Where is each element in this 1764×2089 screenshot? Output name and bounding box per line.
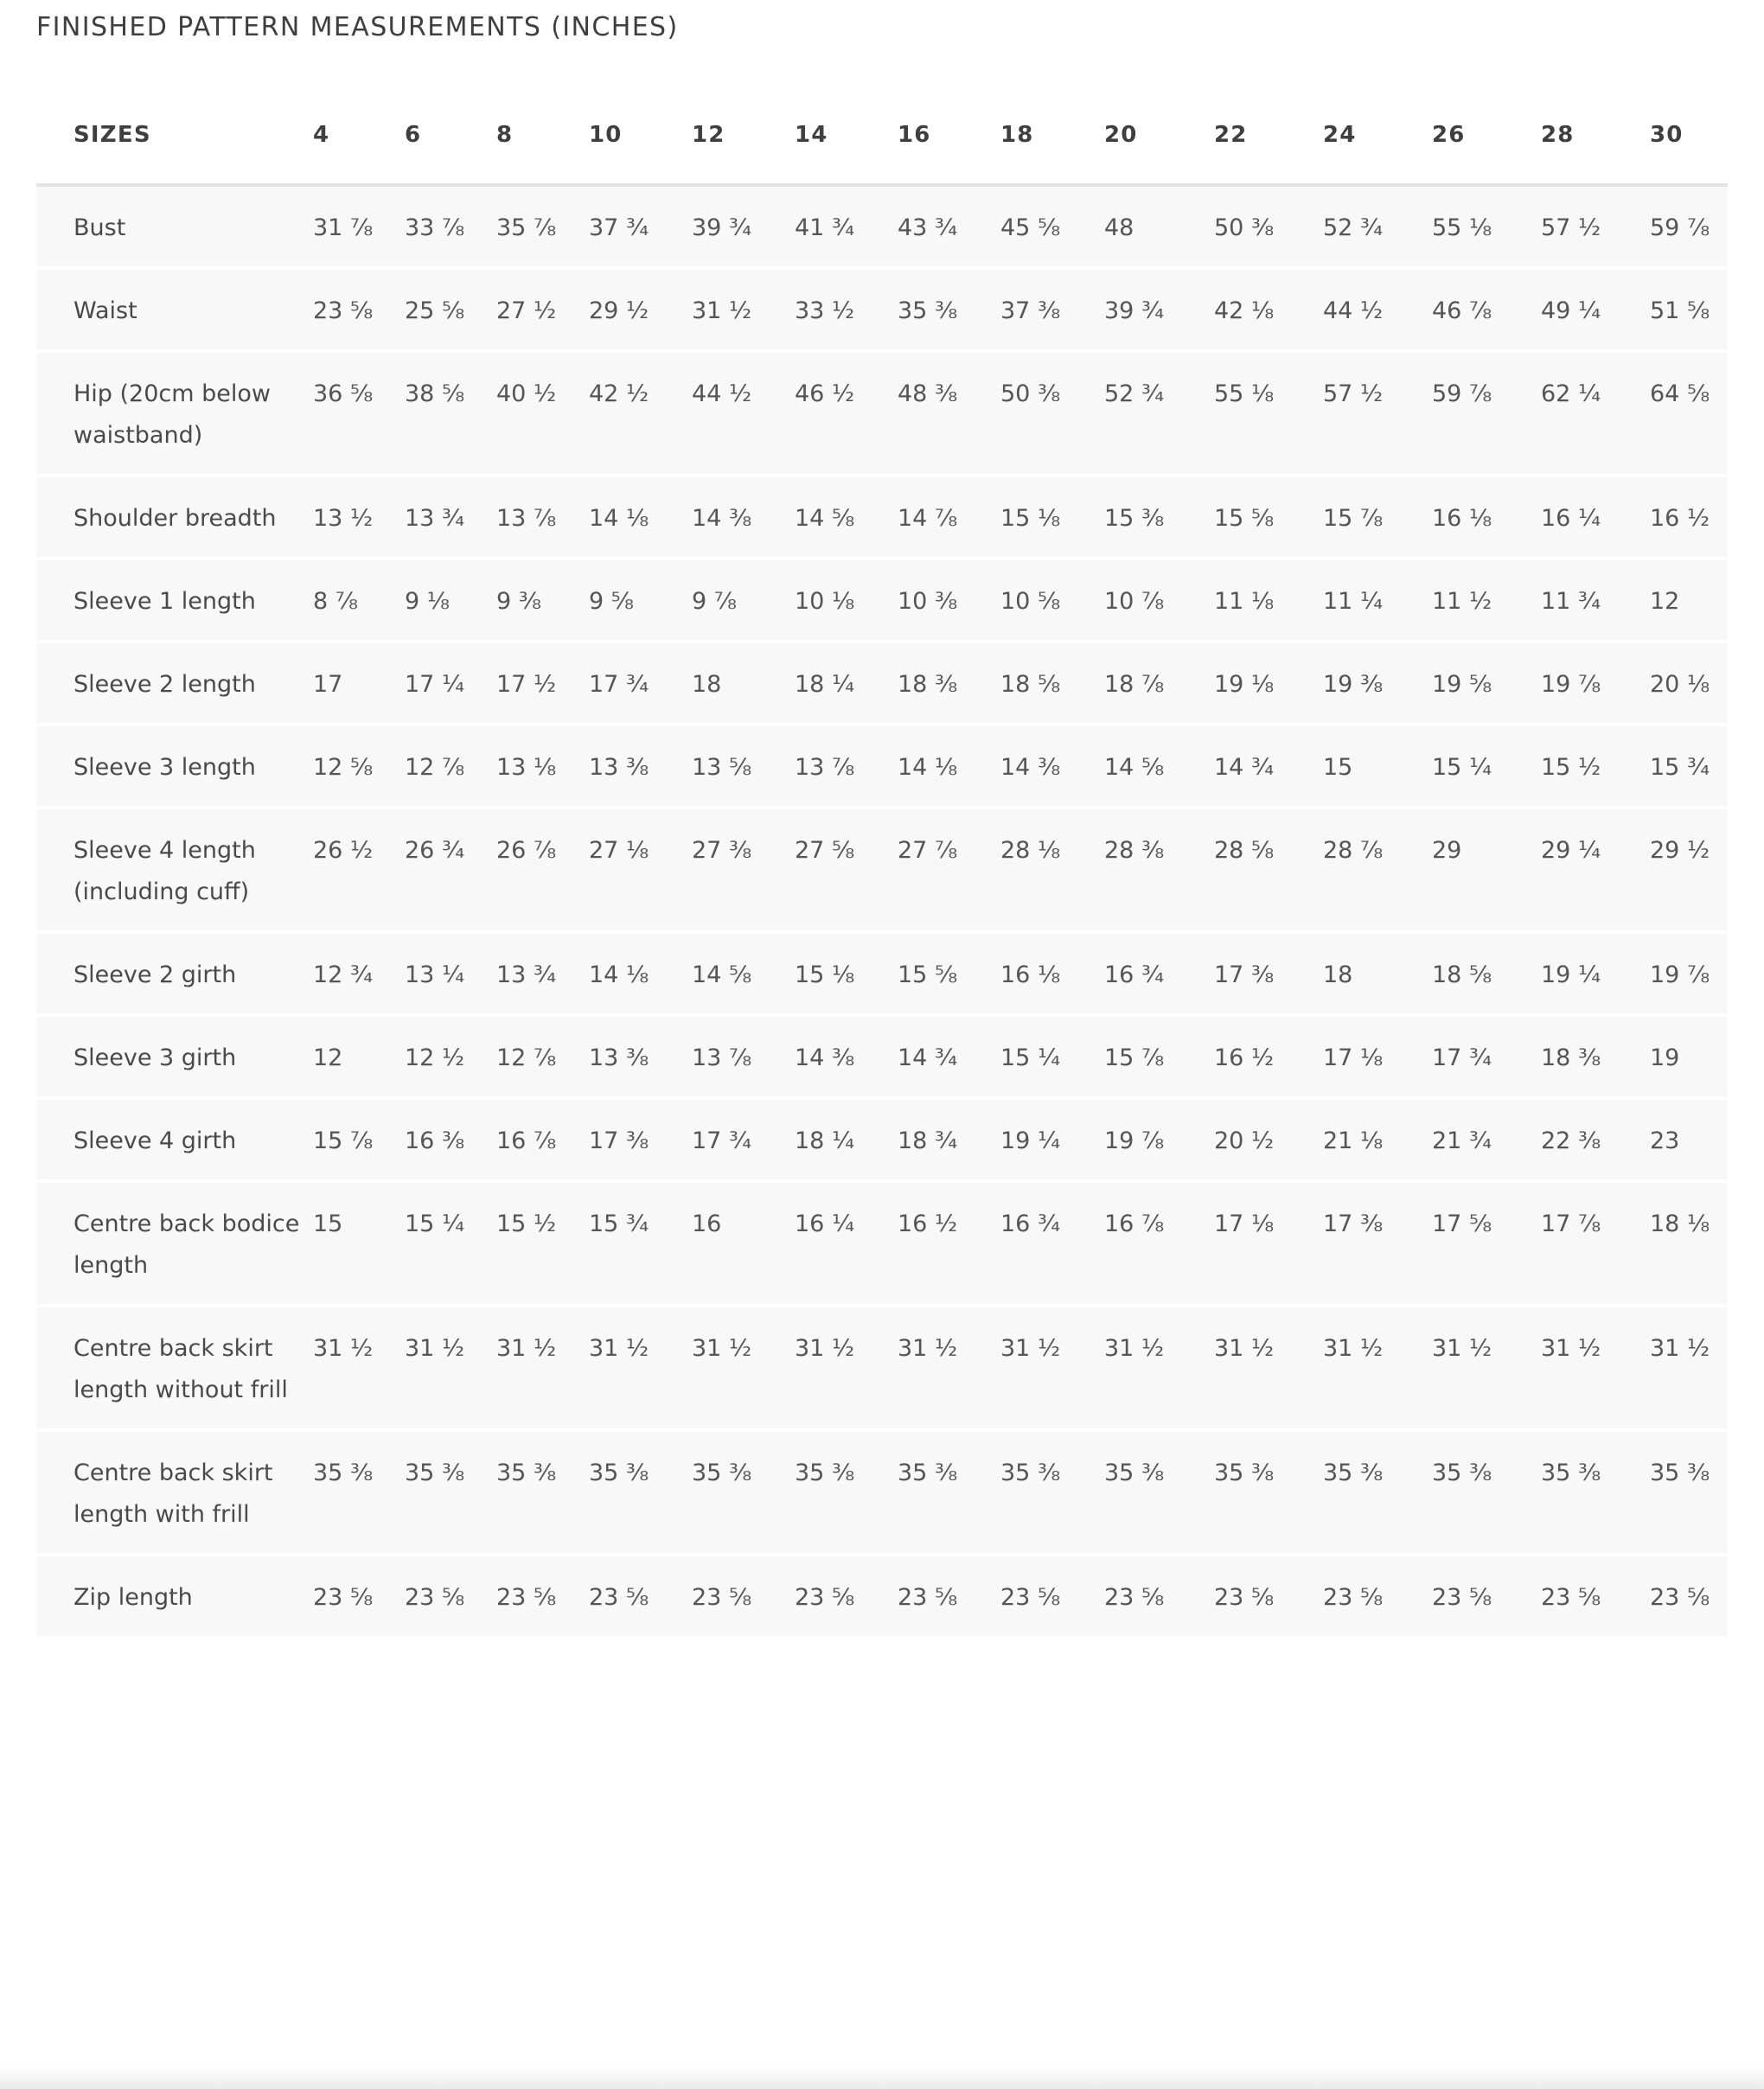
measurement-cell: 51 ⅝ bbox=[1650, 297, 1710, 324]
measurement-cell: 48 bbox=[1104, 214, 1134, 241]
measurement-cell: 17 ½ bbox=[496, 671, 557, 698]
measurement-cell: 15 ¼ bbox=[1000, 1044, 1061, 1071]
measurement-cell: 35 ⅜ bbox=[1000, 1460, 1061, 1486]
measurement-cell: 23 ⅝ bbox=[1000, 1584, 1061, 1611]
measurement-cell: 31 ½ bbox=[795, 1335, 855, 1362]
row-label: Centre back bodice length bbox=[74, 1211, 300, 1279]
measurement-cell: 35 ⅜ bbox=[1104, 1460, 1165, 1486]
measurement-cell: 23 ⅝ bbox=[1650, 1584, 1710, 1611]
measurement-cell: 16 ½ bbox=[1650, 505, 1710, 532]
measurement-cell: 19 bbox=[1650, 1044, 1680, 1071]
measurement-cell: 64 ⅝ bbox=[1650, 380, 1710, 407]
measurement-cell: 59 ⅞ bbox=[1432, 380, 1492, 407]
measurement-cell: 35 ⅞ bbox=[496, 214, 557, 241]
measurement-cell: 42 ½ bbox=[589, 380, 649, 407]
row-label: Hip (20cm below waistband) bbox=[74, 380, 271, 449]
measurement-cell: 27 ⅞ bbox=[898, 837, 958, 864]
table-body bbox=[36, 185, 1728, 1636]
measurement-cell: 14 ⅛ bbox=[898, 754, 958, 781]
measurement-cell: 13 ⅜ bbox=[589, 1044, 649, 1071]
measurement-cell: 12 ⅞ bbox=[496, 1044, 557, 1071]
measurement-cell: 15 ⅝ bbox=[898, 961, 958, 988]
measurement-cell: 15 bbox=[313, 1211, 343, 1237]
measurement-cell: 27 ⅝ bbox=[795, 837, 855, 864]
measurement-cell: 14 ⅝ bbox=[692, 961, 752, 988]
measurement-cell: 62 ¼ bbox=[1541, 380, 1601, 407]
measurement-cell: 35 ⅜ bbox=[1650, 1460, 1710, 1486]
measurement-cell: 14 ⅛ bbox=[589, 961, 649, 988]
measurement-cell: 25 ⅝ bbox=[405, 297, 465, 324]
measurement-cell: 15 ⅞ bbox=[313, 1128, 374, 1154]
measurement-cell: 11 ½ bbox=[1432, 588, 1492, 615]
measurement-cell: 31 ½ bbox=[1104, 1335, 1165, 1362]
measurement-cell: 13 ⅞ bbox=[692, 1044, 752, 1071]
size-header-cell: 16 bbox=[898, 86, 1000, 185]
measurement-cell: 23 ⅝ bbox=[795, 1584, 855, 1611]
measurement-cell: 26 ⅞ bbox=[496, 837, 557, 864]
measurement-cell: 13 ⅜ bbox=[589, 754, 649, 781]
measurement-cell: 17 ⅜ bbox=[589, 1128, 649, 1154]
measurement-cell: 8 ⅞ bbox=[313, 588, 358, 615]
row-label: Sleeve 4 length (including cuff) bbox=[74, 837, 256, 905]
measurement-cell: 17 ⅜ bbox=[1323, 1211, 1384, 1237]
measurement-cell: 14 ⅜ bbox=[795, 1044, 855, 1071]
measurement-cell: 40 ½ bbox=[496, 380, 557, 407]
measurement-cell: 15 ⅝ bbox=[1214, 505, 1275, 532]
measurement-cell: 28 ⅛ bbox=[1000, 837, 1061, 864]
measurement-cell: 49 ¼ bbox=[1541, 297, 1601, 324]
measurement-cell: 42 ⅛ bbox=[1214, 297, 1275, 324]
row-label: Waist bbox=[74, 297, 137, 324]
measurement-cell: 29 ¼ bbox=[1541, 837, 1601, 864]
row-label: Bust bbox=[74, 214, 126, 241]
table-row bbox=[36, 268, 1728, 351]
row-label: Sleeve 2 girth bbox=[74, 961, 237, 988]
size-header-cell: 26 bbox=[1432, 86, 1541, 185]
measurement-cell: 12 bbox=[1650, 588, 1680, 615]
measurement-cell: 18 ¼ bbox=[795, 1128, 855, 1154]
measurement-cell: 9 ⅝ bbox=[589, 588, 634, 615]
measurement-cell: 14 ¾ bbox=[1214, 754, 1275, 781]
measurement-cell: 31 ½ bbox=[898, 1335, 958, 1362]
measurement-cell: 12 ½ bbox=[405, 1044, 465, 1071]
measurement-cell: 35 ⅜ bbox=[1323, 1460, 1384, 1486]
size-header-cell: 8 bbox=[496, 86, 589, 185]
table-header-row bbox=[36, 86, 1728, 185]
measurement-cell: 43 ¾ bbox=[898, 214, 958, 241]
measurement-cell: 18 ¼ bbox=[795, 671, 855, 698]
measurement-cell: 57 ½ bbox=[1323, 380, 1384, 407]
measurement-cell: 23 ⅝ bbox=[589, 1584, 649, 1611]
measurement-cell: 18 ¾ bbox=[898, 1128, 958, 1154]
measurement-cell: 18 bbox=[1323, 961, 1353, 988]
measurement-cell: 35 ⅜ bbox=[405, 1460, 465, 1486]
measurement-cell: 35 ⅜ bbox=[795, 1460, 855, 1486]
measurement-cell: 31 ½ bbox=[692, 1335, 752, 1362]
measurement-cell: 15 ¼ bbox=[405, 1211, 465, 1237]
page-bottom-fade bbox=[0, 2065, 1764, 2089]
measurement-cell: 23 ⅝ bbox=[313, 1584, 374, 1611]
measurement-cell: 16 ½ bbox=[1214, 1044, 1275, 1071]
measurement-cell: 15 ⅛ bbox=[795, 961, 855, 988]
measurement-cell: 13 ¾ bbox=[496, 961, 557, 988]
measurement-cell: 45 ⅝ bbox=[1000, 214, 1061, 241]
measurement-cell: 19 ⅛ bbox=[1214, 671, 1275, 698]
table-row bbox=[36, 185, 1728, 268]
measurement-cell: 14 ⅜ bbox=[1000, 754, 1061, 781]
row-label: Sleeve 1 length bbox=[74, 588, 256, 615]
measurement-cell: 31 ½ bbox=[1323, 1335, 1384, 1362]
measurement-cell: 15 ¼ bbox=[1432, 754, 1492, 781]
measurement-cell: 19 ⅞ bbox=[1104, 1128, 1165, 1154]
measurement-cell: 17 ⅞ bbox=[1541, 1211, 1601, 1237]
measurement-cell: 31 ½ bbox=[1432, 1335, 1492, 1362]
measurement-cell: 31 ½ bbox=[1214, 1335, 1275, 1362]
measurement-cell: 16 ⅜ bbox=[405, 1128, 465, 1154]
measurement-cell: 31 ½ bbox=[496, 1335, 557, 1362]
table-row bbox=[36, 1098, 1728, 1181]
table-row bbox=[36, 559, 1728, 642]
measurement-cell: 12 ⅝ bbox=[313, 754, 374, 781]
size-header-cell: 30 bbox=[1650, 86, 1728, 185]
measurement-cell: 15 ½ bbox=[496, 1211, 557, 1237]
measurement-cell: 16 ⅞ bbox=[496, 1128, 557, 1154]
measurement-cell: 23 bbox=[1650, 1128, 1680, 1154]
measurement-cell: 16 ⅛ bbox=[1000, 961, 1061, 988]
measurement-cell: 19 ⅞ bbox=[1541, 671, 1601, 698]
measurement-cell: 13 ¼ bbox=[405, 961, 465, 988]
measurement-cell: 23 ⅝ bbox=[496, 1584, 557, 1611]
measurement-cell: 28 ⅜ bbox=[1104, 837, 1165, 864]
measurement-cell: 17 ¼ bbox=[405, 671, 465, 698]
measurement-cell: 55 ⅛ bbox=[1214, 380, 1275, 407]
table-row bbox=[36, 932, 1728, 1015]
measurement-cell: 44 ½ bbox=[1323, 297, 1384, 324]
measurement-cell: 35 ⅜ bbox=[1541, 1460, 1601, 1486]
measurement-cell: 18 ⅞ bbox=[1104, 671, 1165, 698]
size-header-cell: 28 bbox=[1541, 86, 1650, 185]
measurement-cell: 29 ½ bbox=[1650, 837, 1710, 864]
measurement-cell: 31 ½ bbox=[405, 1335, 465, 1362]
measurement-cell: 23 ⅝ bbox=[898, 1584, 958, 1611]
measurement-cell: 17 ¾ bbox=[692, 1128, 752, 1154]
row-label: Sleeve 4 girth bbox=[74, 1128, 237, 1154]
measurement-cell: 31 ½ bbox=[692, 297, 752, 324]
measurement-cell: 23 ⅝ bbox=[1214, 1584, 1275, 1611]
measurement-cell: 41 ¾ bbox=[795, 214, 855, 241]
measurement-cell: 31 ½ bbox=[1650, 1335, 1710, 1362]
measurement-cell: 31 ½ bbox=[589, 1335, 649, 1362]
measurement-cell: 16 ¼ bbox=[795, 1211, 855, 1237]
measurement-cell: 14 ⅝ bbox=[795, 505, 855, 532]
measurement-cell: 17 ⅝ bbox=[1432, 1211, 1492, 1237]
measurement-cell: 10 ⅞ bbox=[1104, 588, 1165, 615]
measurement-cell: 16 ¾ bbox=[1104, 961, 1165, 988]
measurement-cell: 13 ½ bbox=[313, 505, 374, 532]
measurement-cell: 26 ½ bbox=[313, 837, 374, 864]
measurement-cell: 59 ⅞ bbox=[1650, 214, 1710, 241]
measurement-cell: 15 ½ bbox=[1541, 754, 1601, 781]
measurement-cell: 15 ⅛ bbox=[1000, 505, 1061, 532]
size-header-cell: 18 bbox=[1000, 86, 1104, 185]
measurements-table bbox=[36, 86, 1728, 1636]
measurement-cell: 17 ⅛ bbox=[1323, 1044, 1384, 1071]
table-row bbox=[36, 1015, 1728, 1098]
measurement-cell: 10 ⅜ bbox=[898, 588, 958, 615]
measurement-cell: 11 ⅛ bbox=[1214, 588, 1275, 615]
measurement-cell: 15 bbox=[1323, 754, 1353, 781]
measurement-cell: 16 ⅛ bbox=[1432, 505, 1492, 532]
measurement-cell: 13 ⅝ bbox=[692, 754, 752, 781]
measurement-cell: 18 ⅝ bbox=[1000, 671, 1061, 698]
table-row bbox=[36, 476, 1728, 559]
table-row bbox=[36, 1306, 1728, 1430]
measurement-cell: 39 ¾ bbox=[1104, 297, 1165, 324]
measurement-cell: 27 ⅛ bbox=[589, 837, 649, 864]
measurement-cell: 23 ⅝ bbox=[1541, 1584, 1601, 1611]
size-header-cell: 12 bbox=[692, 86, 795, 185]
measurement-cell: 13 ⅞ bbox=[795, 754, 855, 781]
measurement-cell: 37 ⅜ bbox=[1000, 297, 1061, 324]
measurement-cell: 35 ⅜ bbox=[692, 1460, 752, 1486]
row-label: Sleeve 3 length bbox=[74, 754, 256, 781]
measurement-cell: 52 ¾ bbox=[1104, 380, 1165, 407]
measurement-cell: 19 ⅝ bbox=[1432, 671, 1492, 698]
table-row bbox=[36, 1181, 1728, 1306]
measurement-cell: 48 ⅜ bbox=[898, 380, 958, 407]
measurement-cell: 35 ⅜ bbox=[898, 297, 958, 324]
measurement-cell: 35 ⅜ bbox=[898, 1460, 958, 1486]
measurement-cell: 44 ½ bbox=[692, 380, 752, 407]
measurement-cell: 13 ⅛ bbox=[496, 754, 557, 781]
measurement-cell: 18 ⅜ bbox=[898, 671, 958, 698]
size-header-cell: 20 bbox=[1104, 86, 1214, 185]
measurement-cell: 17 ⅜ bbox=[1214, 961, 1275, 988]
measurement-cell: 46 ½ bbox=[795, 380, 855, 407]
measurement-cell: 35 ⅜ bbox=[313, 1460, 374, 1486]
measurement-cell: 16 ½ bbox=[898, 1211, 958, 1237]
measurement-cell: 18 ⅛ bbox=[1650, 1211, 1710, 1237]
measurement-cell: 16 ¼ bbox=[1541, 505, 1601, 532]
measurement-cell: 27 ½ bbox=[496, 297, 557, 324]
measurement-cell: 19 ⅜ bbox=[1323, 671, 1384, 698]
measurement-cell: 17 ⅛ bbox=[1214, 1211, 1275, 1237]
measurement-cell: 16 ⅞ bbox=[1104, 1211, 1165, 1237]
measurement-cell: 55 ⅛ bbox=[1432, 214, 1492, 241]
size-header-cell: 22 bbox=[1214, 86, 1323, 185]
measurement-cell: 14 ⅝ bbox=[1104, 754, 1165, 781]
measurement-cell: 18 bbox=[692, 671, 722, 698]
measurement-cell: 29 bbox=[1432, 837, 1462, 864]
measurement-cell: 23 ⅝ bbox=[405, 1584, 465, 1611]
measurement-cell: 23 ⅝ bbox=[1432, 1584, 1492, 1611]
measurement-cell: 23 ⅝ bbox=[1323, 1584, 1384, 1611]
measurement-cell: 15 ⅞ bbox=[1104, 1044, 1165, 1071]
measurement-cell: 50 ⅜ bbox=[1000, 380, 1061, 407]
measurement-cell: 10 ⅝ bbox=[1000, 588, 1061, 615]
measurement-cell: 33 ⅞ bbox=[405, 214, 465, 241]
measurement-cell: 31 ½ bbox=[1000, 1335, 1061, 1362]
measurement-cell: 21 ¾ bbox=[1432, 1128, 1492, 1154]
measurement-cell: 15 ¾ bbox=[589, 1211, 649, 1237]
measurement-cell: 36 ⅝ bbox=[313, 380, 374, 407]
measurement-cell: 38 ⅝ bbox=[405, 380, 465, 407]
measurement-cell: 21 ⅛ bbox=[1323, 1128, 1384, 1154]
measurement-cell: 18 ⅝ bbox=[1432, 961, 1492, 988]
measurement-cell: 14 ⅜ bbox=[692, 505, 752, 532]
measurement-cell: 22 ⅜ bbox=[1541, 1128, 1601, 1154]
measurement-cell: 12 ⅞ bbox=[405, 754, 465, 781]
measurement-cell: 14 ⅛ bbox=[589, 505, 649, 532]
measurement-cell: 16 bbox=[692, 1211, 722, 1237]
table-row bbox=[36, 1430, 1728, 1555]
measurement-cell: 12 bbox=[313, 1044, 343, 1071]
measurement-cell: 9 ⅛ bbox=[405, 588, 450, 615]
measurement-cell: 9 ⅜ bbox=[496, 588, 541, 615]
measurement-cell: 46 ⅞ bbox=[1432, 297, 1492, 324]
table-row bbox=[36, 1555, 1728, 1636]
measurement-cell: 19 ¼ bbox=[1000, 1128, 1061, 1154]
measurement-cell: 14 ⅞ bbox=[898, 505, 958, 532]
row-label: Centre back skirt length without frill bbox=[74, 1335, 288, 1403]
measurement-cell: 35 ⅜ bbox=[1214, 1460, 1275, 1486]
measurement-cell: 14 ¾ bbox=[898, 1044, 958, 1071]
measurement-cell: 26 ¾ bbox=[405, 837, 465, 864]
measurement-cell: 31 ½ bbox=[313, 1335, 374, 1362]
measurement-cell: 28 ⅞ bbox=[1323, 837, 1384, 864]
measurement-cell: 17 bbox=[313, 671, 343, 698]
measurement-cell: 18 ⅜ bbox=[1541, 1044, 1601, 1071]
size-header-cell: 14 bbox=[795, 86, 898, 185]
measurement-cell: 20 ½ bbox=[1214, 1128, 1275, 1154]
measurement-cell: 15 ⅜ bbox=[1104, 505, 1165, 532]
measurement-cell: 35 ⅜ bbox=[589, 1460, 649, 1486]
size-header-cell: 10 bbox=[589, 86, 692, 185]
row-label: Centre back skirt length with frill bbox=[74, 1460, 273, 1528]
measurement-cell: 50 ⅜ bbox=[1214, 214, 1275, 241]
page-title: FINISHED PATTERN MEASUREMENTS (INCHES) bbox=[36, 12, 679, 42]
row-label: Shoulder breadth bbox=[74, 505, 277, 532]
measurement-cell: 23 ⅝ bbox=[692, 1584, 752, 1611]
measurement-cell: 23 ⅝ bbox=[313, 297, 374, 324]
measurement-cell: 17 ¾ bbox=[1432, 1044, 1492, 1071]
measurement-cell: 35 ⅜ bbox=[496, 1460, 557, 1486]
size-header-cell: 6 bbox=[405, 86, 496, 185]
measurement-cell: 28 ⅝ bbox=[1214, 837, 1275, 864]
size-header-cell: 4 bbox=[313, 86, 405, 185]
measurement-cell: 23 ⅝ bbox=[1104, 1584, 1165, 1611]
measurement-cell: 13 ⅞ bbox=[496, 505, 557, 532]
measurement-cell: 19 ⅞ bbox=[1650, 961, 1710, 988]
measurement-cell: 57 ½ bbox=[1541, 214, 1601, 241]
measurement-cell: 33 ½ bbox=[795, 297, 855, 324]
table-row bbox=[36, 808, 1728, 932]
measurement-cell: 11 ¾ bbox=[1541, 588, 1601, 615]
measurement-cell: 27 ⅜ bbox=[692, 837, 752, 864]
measurement-cell: 19 ¼ bbox=[1541, 961, 1601, 988]
measurement-cell: 35 ⅜ bbox=[1432, 1460, 1492, 1486]
measurement-cell: 10 ⅛ bbox=[795, 588, 855, 615]
measurement-cell: 31 ⅞ bbox=[313, 214, 374, 241]
measurement-cell: 16 ¾ bbox=[1000, 1211, 1061, 1237]
measurement-cell: 17 ¾ bbox=[589, 671, 649, 698]
table-row bbox=[36, 725, 1728, 808]
row-label: Zip length bbox=[74, 1584, 193, 1611]
row-label: Sleeve 3 girth bbox=[74, 1044, 237, 1071]
measurement-cell: 13 ¾ bbox=[405, 505, 465, 532]
table-row bbox=[36, 642, 1728, 725]
measurement-cell: 29 ½ bbox=[589, 297, 649, 324]
measurement-cell: 31 ½ bbox=[1541, 1335, 1601, 1362]
measurement-cell: 52 ¾ bbox=[1323, 214, 1384, 241]
sizes-header: SIZES bbox=[36, 86, 313, 185]
measurement-cell: 9 ⅞ bbox=[692, 588, 737, 615]
measurement-cell: 37 ¾ bbox=[589, 214, 649, 241]
measurement-cell: 11 ¼ bbox=[1323, 588, 1384, 615]
size-header-cell: 24 bbox=[1323, 86, 1432, 185]
row-label: Sleeve 2 length bbox=[74, 671, 256, 698]
measurement-cell: 39 ¾ bbox=[692, 214, 752, 241]
measurement-cell: 15 ⅞ bbox=[1323, 505, 1384, 532]
measurement-cell: 20 ⅛ bbox=[1650, 671, 1710, 698]
measurement-cell: 15 ¾ bbox=[1650, 754, 1710, 781]
table-row bbox=[36, 351, 1728, 476]
measurement-cell: 12 ¾ bbox=[313, 961, 374, 988]
